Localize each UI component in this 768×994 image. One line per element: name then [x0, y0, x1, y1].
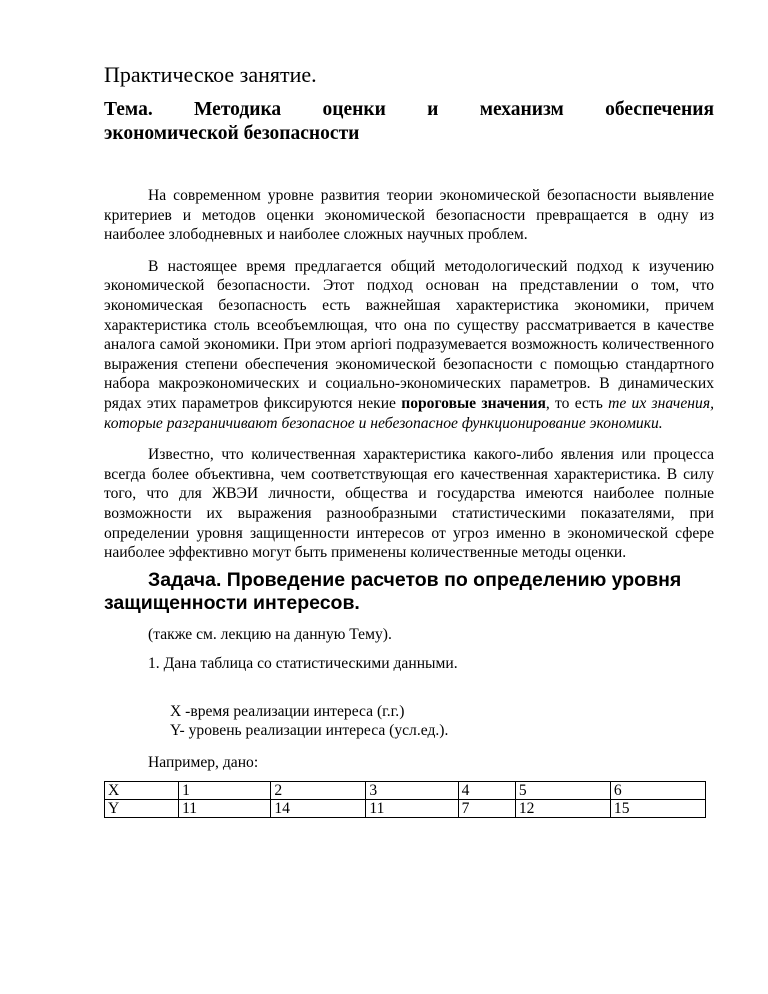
paragraph-approach: [104, 257, 714, 433]
paragraph-text: В настоящее время предлагается общий методологический подход к изучению экономической безопасности. Этот подход основан на представлении о том, что экономическая безопасность есть важнейшая характеристика экономики, причем характеристика столь всеобъемлющая, что она по существу рассматривается в качестве аналога самой экономики. При этом apriori подразумевается возможность количественного выражения степени обеспечения экономической безопасности с помощью стандартного набора макроэкономических и социально-экономических параметров. В динамических рядах этих параметров фиксируются некие: [104, 257, 714, 412]
topic-title-line1: [104, 98, 714, 122]
topic-word: механизм: [479, 99, 564, 120]
document-page: [104, 62, 714, 818]
italic-definition: те их значения, которые разграничивают безопасное и небезопасное функционирование экономики.: [104, 394, 714, 432]
table-cell: X: [105, 781, 179, 799]
topic-word: оценки: [322, 99, 386, 120]
table-cell: 3: [366, 781, 458, 799]
topic-title-line2: экономической безопасности: [104, 123, 360, 144]
table-cell: 5: [515, 781, 610, 799]
bold-term: пороговые значения: [401, 394, 546, 412]
table-cell: 4: [458, 781, 515, 799]
paragraph-intro: На современном уровне развития теории экономической безопасности выявление критериев и методов оценки экономической безопасности превращается в одну из наиболее злободневных и наиболее сложных научных проблем.: [104, 187, 714, 244]
y-definition: Y- уровень реализации интереса (усл.ед.).: [170, 722, 449, 740]
list-item-1: 1. Дана таблица со статистическими данными.: [148, 655, 458, 673]
table-cell: 11: [366, 799, 458, 817]
table-cell: 15: [610, 799, 705, 817]
table-cell: Y: [105, 799, 179, 817]
page-heading: Практическое занятие.: [104, 62, 317, 87]
lecture-note: (также см. лекцию на данную Тему).: [148, 625, 392, 643]
example-label: Например, дано:: [148, 754, 259, 772]
table-cell: 12: [515, 799, 610, 817]
table-cell: 7: [458, 799, 515, 817]
task-title: Задача. Проведение расчетов по определению уровня защищенности интересов.: [104, 568, 682, 614]
table-cell: 11: [179, 799, 271, 817]
topic-word: и: [427, 99, 439, 120]
table-row-y: [105, 799, 706, 817]
data-table: [104, 781, 706, 818]
topic-word: обеспечения: [605, 99, 715, 120]
table-cell: 2: [271, 781, 366, 799]
paragraph-quantitative: Известно, что количественная характеристика какого-либо явления или процесса всегда более объективна, чем соответствующая его качественная характеристика. В силу того, что для ЖВЭИ личности, общества и государства имеются наиболее полные возможности их выражения разнообразными статистическими показателями, при определении уровня защищенности интересов от угроз именно в экономической сфере наиболее эффективно могут быть применены количественные методы оценки.: [104, 446, 714, 562]
table-cell: 6: [610, 781, 705, 799]
topic-word: Тема.: [104, 99, 153, 120]
paragraph-text: , то есть: [545, 394, 609, 412]
table-cell: 14: [271, 799, 366, 817]
table-row-x: [105, 781, 706, 799]
topic-word: Методика: [194, 99, 282, 120]
table-cell: 1: [179, 781, 271, 799]
x-definition: X -время реализации интереса (г.г.): [170, 702, 405, 720]
